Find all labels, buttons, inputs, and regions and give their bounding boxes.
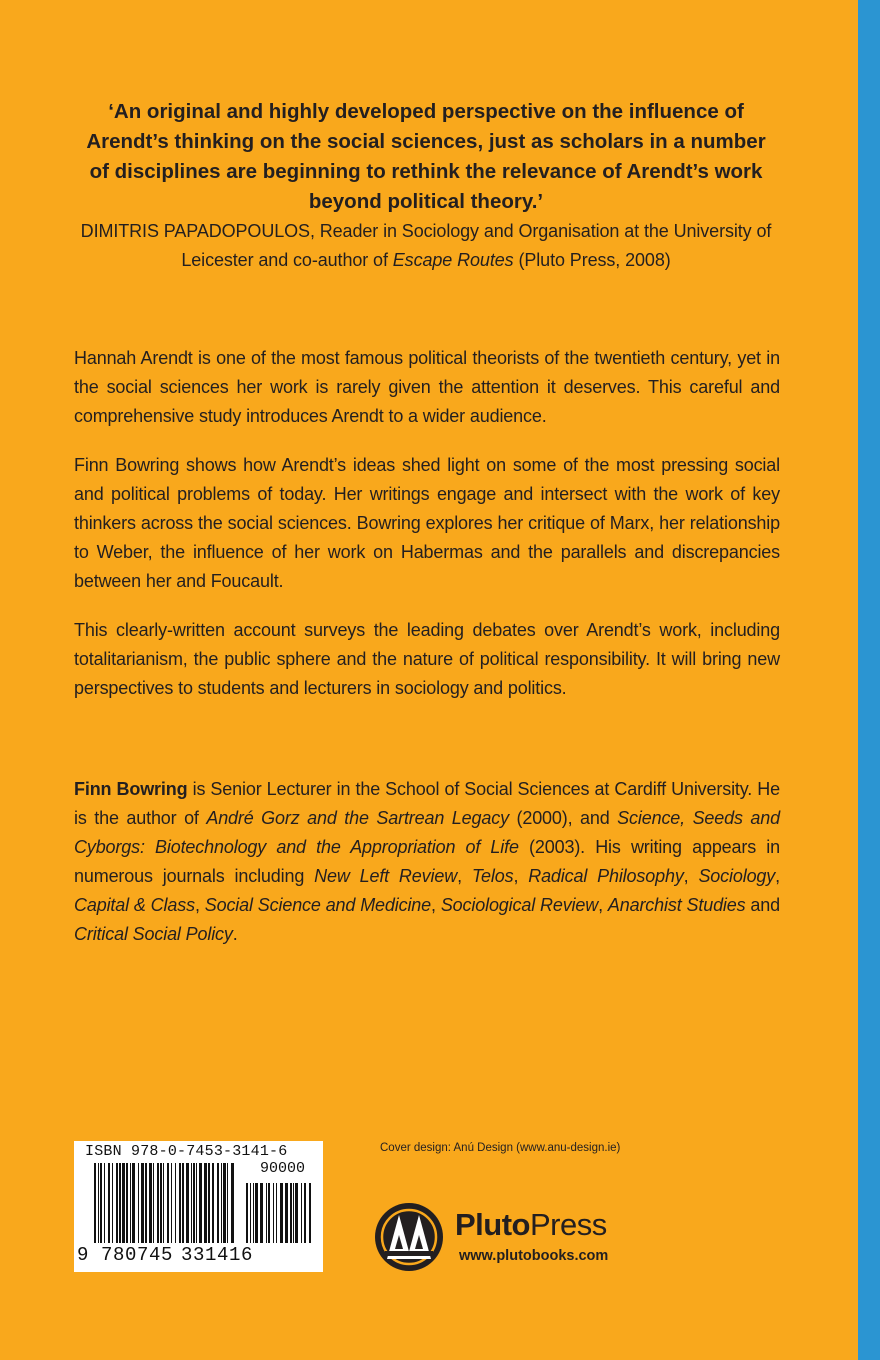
description-paragraph: Finn Bowring shows how Arendt’s ideas shed light on some of the most pressing social and political problems of today. Her writings engage and intersect with the work of key thinkers across the social sciences. Bowring explores her critique of Marx, her relationship to Weber, the influence of her work on Habermas and the parallels and discrepancies between her and Foucault.: [74, 455, 780, 591]
author-bio: [74, 775, 780, 949]
bio-text: ,: [775, 866, 780, 886]
bio-text: ,: [513, 866, 529, 886]
bio-journal: Sociological Review: [440, 895, 599, 915]
attribution-book-title: Escape Routes: [392, 250, 514, 270]
bio-text: ,: [457, 866, 472, 886]
bio-text: ,: [598, 895, 608, 915]
bio-text: ,: [431, 895, 441, 915]
isbn-barcode: [74, 1141, 323, 1272]
bio-journal: Critical Social Policy: [74, 924, 233, 944]
description-paragraph: This clearly-written account surveys the leading debates over Arendt’s work, including totalitarianism, the public sphere and the nature of political responsibility. It will bring new perspectives to students and lecturers in sociology and politics.: [74, 620, 780, 698]
quote-text: [70, 97, 782, 217]
ean-digits: [77, 1244, 253, 1266]
publisher-name-part2: Press: [530, 1207, 607, 1242]
quote-line: beyond political theory.’: [308, 190, 544, 213]
bio-journal: Capital & Class: [74, 895, 195, 915]
attribution-line-2-pre: Leicester and co-author of: [181, 250, 393, 270]
barcode-addon-number: 90000: [260, 1160, 306, 1177]
bio-journal: Radical Philosophy: [528, 866, 684, 886]
bio-journal: Anarchist Studies: [607, 895, 746, 915]
publisher-name-part1: Pluto: [455, 1207, 530, 1242]
bio-journal: Sociology: [698, 866, 776, 886]
bio-book-title: André Gorz and the Sartrean Legacy: [206, 808, 509, 828]
ean-first-digit: 9: [77, 1244, 90, 1266]
bio-text: is Senior Lecturer in the School of Social Sciences at Cardiff University. He is the author of: [74, 779, 780, 828]
publisher-url: www.plutobooks.com: [459, 1248, 609, 1264]
attribution-line-1: DIMITRIS PAPADOPOULOS, Reader in Sociology and Organisation at the University of: [80, 221, 772, 241]
bio-text: (2000), and: [508, 808, 618, 828]
isbn-text: ISBN 978-0-7453-3141-6: [85, 1143, 288, 1160]
attribution-line-2-post: (Pluto Press, 2008): [513, 250, 671, 270]
pluto-press-logo-icon: [373, 1201, 445, 1273]
bio-text: ,: [194, 895, 205, 915]
quote-attribution: [70, 217, 782, 275]
bio-journal: Social Science and Medicine: [204, 895, 432, 915]
bio-journal: New Left Review: [314, 866, 458, 886]
book-description: [74, 344, 780, 723]
publisher-name: [455, 1207, 607, 1243]
cover-design-credit: Cover design: Anú Design (www.anu-design.ie): [380, 1142, 621, 1154]
quote-line: of disciplines are beginning to rethink the relevance of Arendt’s work: [89, 160, 763, 183]
bio-book-title: Science, Seeds and Cyborgs: Biotechnology and the Appropriation of Life: [74, 808, 780, 857]
ean-right-digits: 331416: [181, 1244, 254, 1266]
barcode-addon-bars-icon: [246, 1183, 314, 1243]
quote-line: Arendt’s thinking on the social sciences, just as scholars in a number: [86, 130, 766, 153]
spine-edge: [858, 0, 880, 1360]
endorsement-quote: [70, 97, 782, 275]
bio-text: ,: [683, 866, 699, 886]
bio-text: (2003). His writing appears in numerous journals including: [74, 837, 780, 886]
bio-text: and: [745, 895, 780, 915]
bio-text: .: [232, 924, 238, 944]
author-name: Finn Bowring: [74, 779, 188, 799]
quote-line: ‘An original and highly developed perspective on the influence of: [108, 100, 744, 123]
barcode-bars-icon: [94, 1163, 239, 1243]
description-paragraph: Hannah Arendt is one of the most famous political theorists of the twentieth century, yet in the social sciences her work is rarely given the attention it deserves. This careful and comprehensive study introduces Arendt to a wider audience.: [74, 348, 780, 426]
bio-journal: Telos: [471, 866, 514, 886]
ean-left-digits: 780745: [101, 1244, 174, 1266]
